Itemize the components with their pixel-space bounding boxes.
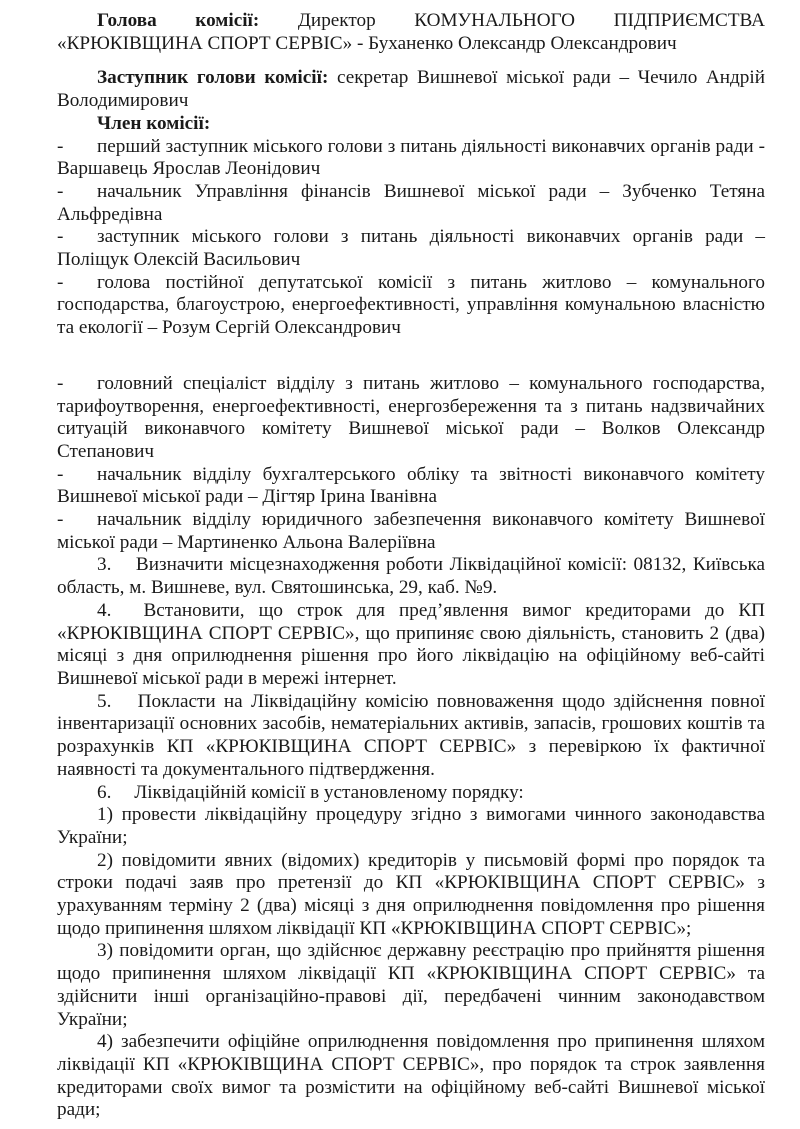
members-label: Член комісії: <box>97 112 211 134</box>
member-dash: - <box>57 463 64 485</box>
point-text: Визначити місцезнаходження роботи Ліквідаційної комісії: 08132, Київська область, м. Вишневе, вул. Святошинська, 29, каб. №9. <box>57 554 766 599</box>
member-text: головний спеціаліст відділу з питань житлово – комунального господарства, тарифоутворення, енергоефективності, енергозбереження та з питань надзвичайних ситуацій виконавчого комітету Вишневої міської ради – Волков Олександр Степанович <box>57 372 765 462</box>
point-3 <box>57 554 765 599</box>
member-text: начальник Управління фінансів Вишневої міської ради – Зубченко Тетяна Альфредівна <box>57 180 765 225</box>
member-item <box>57 136 765 181</box>
commission-deputy <box>57 67 765 112</box>
point-text: Покласти на Ліквідаційну комісію повноваження щодо здійснення повної інвентаризації основних засобів, нематеріальних активів, запасів, грошових коштів та розрахунків КП «КРЮКІВЩИНА СПОРТ СЕРВІС» з перевіркою їх фактичної наявності та документального підтвердження. <box>57 690 765 780</box>
document-page <box>57 10 765 1122</box>
member-dash: - <box>57 180 64 202</box>
subpoint-1: 1) провести ліквідаційну процедуру згідно з вимогами чинного законодавства України; <box>57 804 765 848</box>
member-dash: - <box>57 509 64 531</box>
member-text: заступник міського голови з питань діяльності виконавчих органів ради – Поліщук Олексій Васильович <box>57 226 765 271</box>
point-number: 4. <box>97 599 112 621</box>
point-5 <box>57 691 765 782</box>
deputy-text: секретар Вишневої міської ради – Чечило Андрій Володимирович <box>57 67 765 112</box>
member-dash: - <box>57 135 64 157</box>
deputy-label: Заступник голови комісії: <box>97 67 329 89</box>
member-item <box>57 509 765 554</box>
member-item <box>57 272 765 340</box>
subpoint-2: 2) повідомити явних (відомих) кредиторів у письмовій формі про порядок та строки подачі заяв про претензії до КП «КРЮКІВЩИНА СПОРТ СЕРВІС» з урахуванням терміну 2 (два) місяці з дня оприлюднення повідомлення про рішення щодо припинення шляхом ліквідації КП «КРЮКІВЩИНА СПОРТ СЕРВІС»; <box>57 849 765 939</box>
member-item <box>57 464 765 509</box>
member-text: начальник відділу юридичного забезпечення виконавчого комітету Вишневої міської ради – Мартиненко Альона Валеріївна <box>57 509 765 553</box>
member-item <box>57 226 765 271</box>
chair-label: Голова комісії: <box>97 10 260 31</box>
point-6 <box>57 782 765 805</box>
point-4 <box>57 600 765 691</box>
point-text: Ліквідаційній комісії в установленому порядку: <box>134 781 524 803</box>
member-dash: - <box>57 372 64 394</box>
subpoint-3: 3) повідомити орган, що здійснює державну реєстрацію про прийняття рішення щодо припинення шляхом ліквідації КП «КРЮКІВЩИНА СПОРТ СЕРВІС» та здійснити інші організаційно-правові дії, передбачені чинним законодавством України; <box>57 940 765 1030</box>
subpoint-4: 4) забезпечити офіційне оприлюднення повідомлення про припинення шляхом ліквідації КП «КРЮКІВЩИНА СПОРТ СЕРВІС», про порядок та строк заявлення кредиторами своїх вимог та розмістити на офіційному веб-сайті Вишневої міської ради; <box>57 1031 765 1121</box>
point-number: 3. <box>97 554 112 576</box>
point-text: Встановити, що строк для пред’явлення вимог кредиторами до КП «КРЮКІВЩИНА СПОРТ СЕРВІС», що припиняє свою діяльність, становить 2 (два) місяці з дня оприлюднення рішення про його ліквідацію на офіційному веб-сайті Вишневої міської ради в мережі інтернет. <box>57 599 766 689</box>
member-dash: - <box>57 226 64 248</box>
chair-text: Директор КОМУНАЛЬНОГО ПІДПРИЄМСТВА «КРЮКІВЩИНА СПОРТ СЕРВІС» - Буханенко Олександр Олександрович <box>57 10 765 54</box>
member-text: голова постійної депутатської комісії з питань житлово – комунального господарства, благоустрою, енергоефективності, управління комунальною власністю та екології – Розум Сергій Олександрович <box>57 271 765 339</box>
point-number: 5. <box>97 690 112 712</box>
point-number: 6. <box>97 781 112 803</box>
member-dash: - <box>57 271 64 293</box>
member-item <box>57 181 765 226</box>
member-item <box>57 373 765 464</box>
commission-chair <box>57 10 765 55</box>
member-text: перший заступник міського голови з питань діяльності виконавчих органів ради - Варшавець Ярослав Леонідович <box>57 135 765 180</box>
member-text: начальник відділу бухгалтерського обліку та звітності виконавчого комітету Вишневої міської ради – Дігтяр Ірина Іванівна <box>57 463 765 508</box>
